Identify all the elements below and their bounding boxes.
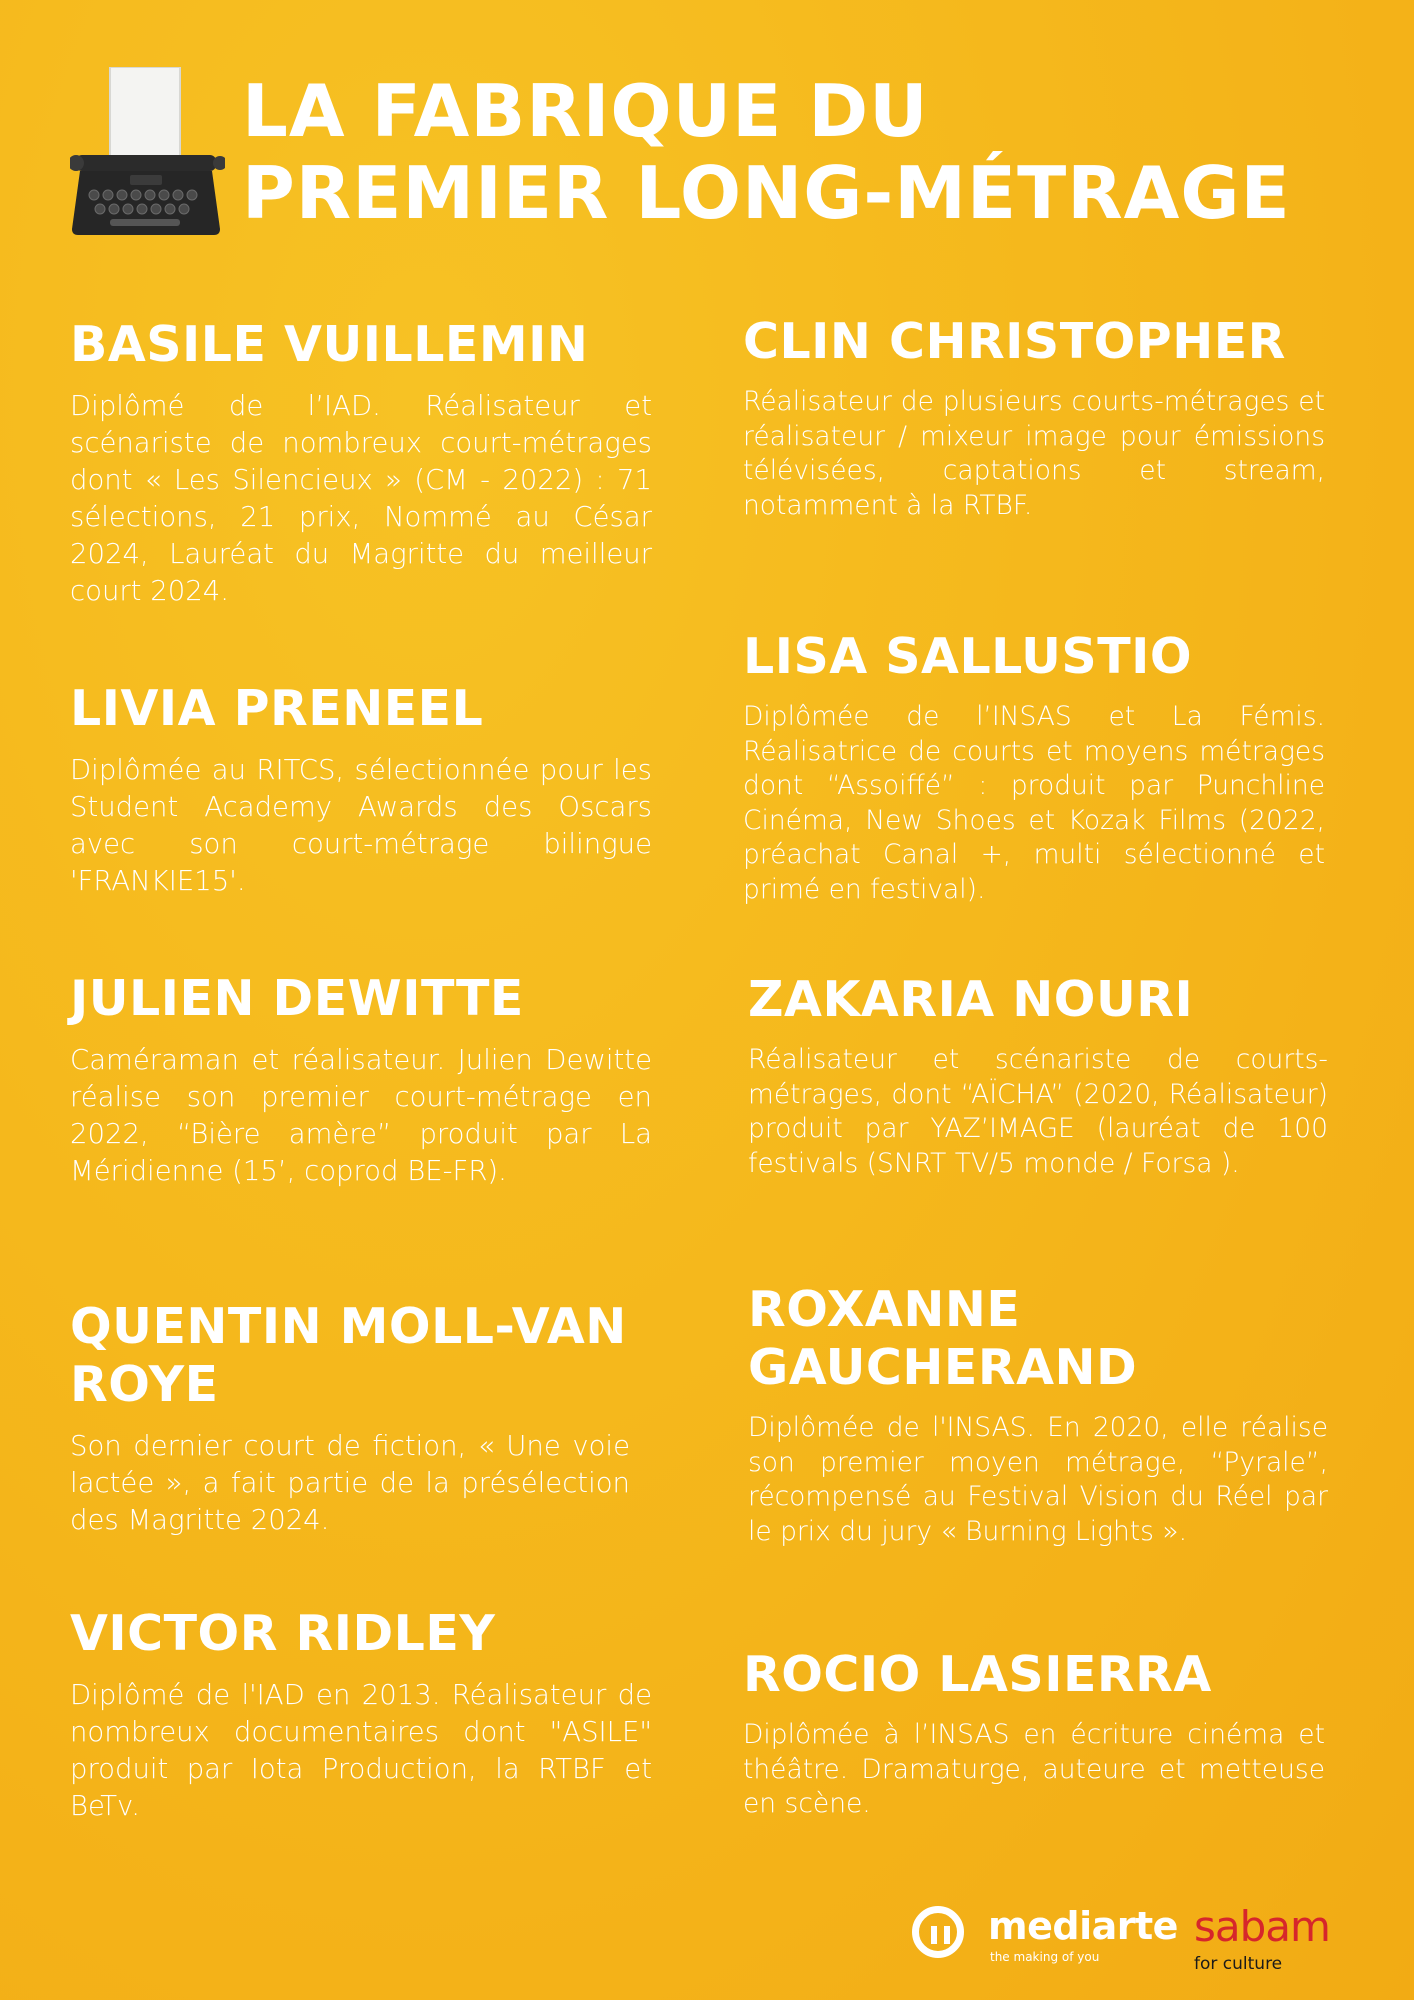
pause-circle-icon	[912, 1906, 964, 1958]
person-entry	[70, 1605, 652, 1825]
person-bio: Caméraman et réalisateur. Julien Dewitte réalise son premier court-métrage en 2022, “Bière amère” produit par La Méridienne (15’, coprod BE-FR).	[70, 1044, 652, 1187]
typewriter-icon	[70, 67, 225, 237]
person-name: VICTOR RIDLEY	[70, 1605, 496, 1662]
person-name: ROCIO LASIERRA	[743, 1646, 1212, 1703]
person-name: JULIEN DEWITTE	[70, 970, 524, 1027]
person-bio: Diplômé de l'IAD en 2013. Réalisateur de nombreux documentaires dont "ASILE" produit par Iota Production, la RTBF et BeTv.	[70, 1679, 652, 1822]
person-name: BASILE VUILLEMIN	[70, 316, 589, 373]
person-entry	[743, 313, 1325, 523]
person-entry	[748, 971, 1328, 1181]
person-name: LIVIA PRENEEL	[70, 680, 484, 737]
mediarte-wordmark: mediarte	[988, 1904, 1178, 1948]
person-bio: Réalisateur de plusieurs courts-métrages et réalisateur / mixeur image pour émissions télévisées, captations et stream, notamment à la RTBF.	[743, 386, 1325, 521]
person-bio: Diplômée de l'INSAS. En 2020, elle réalise son premier moyen métrage, “Pyrale”, récompensé au Festival Vision du Réel par le prix du jury « Burning Lights ».	[748, 1412, 1328, 1547]
person-name: QUENTIN MOLL-VAN ROYE	[70, 1298, 627, 1413]
person-name: ZAKARIA NOURI	[748, 971, 1194, 1028]
sponsor-logos	[910, 1900, 1360, 1980]
person-entry	[70, 1298, 630, 1539]
person-bio: Diplômée au RITCS, sélectionnée pour les Student Academy Awards des Oscars avec son court-métrage bilingue 'FRANKIE15'.	[70, 754, 652, 897]
person-bio: Diplômé de l’IAD. Réalisateur et scénariste de nombreux court-métrages dont « Les Silencieux » (CM - 2022) : 71 sélections, 21 prix, Nommé au César 2024, Lauréat du Magritte du meilleur court 2024.	[70, 390, 652, 607]
person-entry	[70, 970, 652, 1190]
person-name: LISA SALLUSTIO	[743, 628, 1193, 685]
person-entry	[70, 680, 652, 900]
header	[70, 62, 1360, 242]
mediarte-tagline: the making of you	[990, 1950, 1100, 1964]
person-bio: Réalisateur et scénariste de courts-métrages, dont “AÏCHA” (2020, Réalisateur) produit par YAZ’IMAGE (lauréat de 100 festivals (SNRT TV/5 monde / Forsa ).	[748, 1044, 1328, 1179]
person-entry	[748, 1281, 1328, 1549]
person-entry	[70, 316, 652, 610]
page-title: LA FABRIQUE DU PREMIER LONG-MÉTRAGE	[242, 69, 1291, 235]
person-name: CLIN CHRISTOPHER	[743, 313, 1286, 370]
person-entry	[743, 628, 1325, 907]
person-bio: Diplômée à l’INSAS en écriture cinéma et théâtre. Dramaturge, auteure et metteuse en scène.	[743, 1719, 1325, 1819]
sabam-tagline: for culture	[1194, 1954, 1283, 1974]
person-bio: Son dernier court de fiction, « Une voie lactée », a fait partie de la présélection des Magritte 2024.	[70, 1430, 630, 1536]
person-name: ROXANNE GAUCHERAND	[748, 1281, 1138, 1396]
person-bio: Diplômée de l’INSAS et La Fémis. Réalisatrice de courts et moyens métrages dont “Assoiffé” : produit par Punchline Cinéma, New Shoes et Kozak Films (2022, préachat Canal +, multi sélectionné et primé en festival).	[743, 701, 1325, 905]
person-entry	[743, 1646, 1325, 1822]
sabam-wordmark: sabam	[1194, 1902, 1330, 1951]
